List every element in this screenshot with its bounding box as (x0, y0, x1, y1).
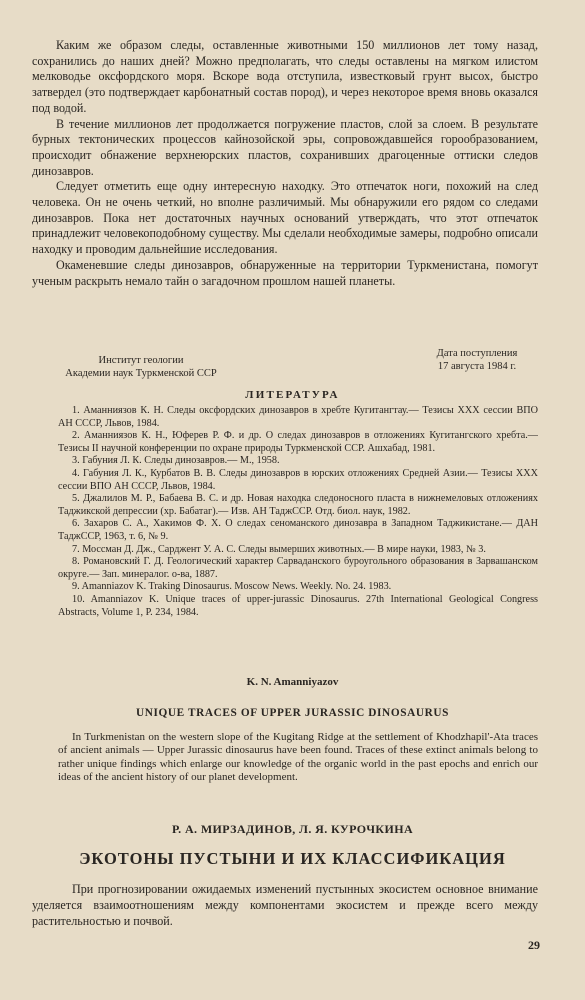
institute-line: Институт геологии (98, 355, 184, 366)
page-number: 29 (528, 938, 540, 952)
english-author: K. N. Amanniyazov (246, 676, 339, 688)
reference-item: 6. Захаров С. А., Хакимов Ф. Х. О следах сеноманского динозавра в Западном Таджикистане.— ДАН ТаджССР, 1963, т. 6, № 9. (58, 518, 538, 542)
article-body (32, 38, 538, 289)
body-paragraph: В течение миллионов лет продолжается погружение пластов, слой за слоем. В результате бурных тектонических процессов кайнозойской эры, сопровождавшейся горообразованием, происходит обнажение верхнеюрских пластов, сохранивших драгоценные оттиски следов динозавров. (32, 116, 538, 178)
received-value: 17 августа 1984 г. (437, 361, 517, 372)
institute-line: Академии наук Туркменской ССР (65, 368, 217, 379)
reference-item: 1. Аманниязов К. Н. Следы оксфордских динозавров в хребте Кугитангтау.— Тезисы XXX сессии ВПО АН СССР, Львов, 1984. (58, 405, 538, 429)
body-paragraph: Окаменевшие следы динозавров, обнаруженные на территории Туркменистана, помогут ученым раскрыть немало тайн о загадочном прошлом нашей планеты. (32, 257, 538, 288)
reference-item: 3. Габуния Л. К. Следы динозавров.— М., 1958. (72, 455, 280, 467)
abstract-text: In Turkmenistan on the western slope of the Kugitang Ridge at the settlement of Khodzhapil'-Ata traces of ancient animals — Upper Jurassic dinosaurus have been found. Traces of these extinct animals belong to rather unique findings which enlarge our knowledge of the organic world in the past epochs and enrich our ideas of the ancient history of our planet development. (58, 731, 538, 784)
reference-item: 10. Amanniazov K. Unique traces of upper-jurassic Dinosaurus. 27th International Geological Congress Abstracts, Volume 1, P. 234, 1984. (58, 593, 538, 618)
intro-paragraph: При прогнозировании ожидаемых изменений пустынных экосистем основное внимание уделяется взаимоотношениям между компонентами экосистем и прежде всего между растительностью и почвой. (32, 882, 538, 928)
next-article-intro (32, 881, 538, 929)
reference-item: 9. Amanniazov K. Traking Dinosaurus. Moscow News. Weekly. No. 24. 1983. (72, 581, 392, 593)
body-paragraph: Следует отметить еще одну интересную находку. Это отпечаток ноги, похожий на след человека. Он не очень четкий, но вполне различимый. Мы обнаружили его рядом со следами динозавров. Пока нет достаточных научных оснований утверждать, что этот отпечаток принадлежит человекоподобному существу. Мы сделали необходимые замеры, подробно описали находку и проводим дальнейшие исследования. (32, 179, 538, 257)
received-label: Дата поступления (436, 348, 518, 359)
reference-list (58, 405, 538, 619)
english-title: UNIQUE TRACES OF UPPER JURASSIC DINOSAURUS (136, 707, 449, 719)
body-paragraph: Каким же образом следы, оставленные животными 150 миллионов лет тому назад, сохранились до наших дней? Можно предполагать, что следы оставлены на мягком илистом мелководье оксфордского моря. Вскоре вода отступила, известковый грунт высох, быстро затвердел (это подтверждает карбонатный состав пород), и через некоторое время вновь оказался под водой. (32, 38, 538, 115)
next-article-authors: Р. А. МИРЗАДИНОВ, Л. Я. КУРОЧКИНА (171, 822, 414, 836)
reference-item: 5. Джалилов М. Р., Бабаева В. С. и др. Новая находка следоносного пласта в нижнемеловых отложениях Таджикской депрессии (хр. Бабатаг).— Изв. АН ТаджССР. Отд. биол. наук, 1982. (58, 493, 538, 517)
reference-item: 2. Аманниязов К. Н., Юферев Р. Ф. и др. О следах динозавров в отложениях Кугитангского хребта.— Тезисы II научной конференции по охране природы Туркменской ССР. Ашхабад, 1981. (58, 430, 538, 454)
reference-item: 4. Габуния Л. К., Курбатов В. В. Следы динозавров в юрских отложениях Средней Азии.— Тезисы XXX сессии ВПО АН СССР, Львов, 1984. (58, 467, 538, 492)
reference-item: 7. Моссман Д. Дж., Сарджент У. А. С. Следы вымерших животных.— В мире науки, 1983, № 3. (72, 543, 486, 555)
reference-item: 8. Романовский Г. Д. Геологический характер Сарваданского буроугольного образования в Зарвашанском округе.— Зап. минералог. о-ва, 1887. (58, 556, 538, 580)
institute-affiliation (36, 354, 246, 380)
english-abstract (58, 731, 538, 785)
received-date (418, 347, 536, 373)
next-article-title: ЭКОТОНЫ ПУСТЫНИ И ИХ КЛАССИФИКАЦИЯ (79, 849, 506, 868)
literature-heading: ЛИТЕРАТУРА (245, 389, 340, 401)
